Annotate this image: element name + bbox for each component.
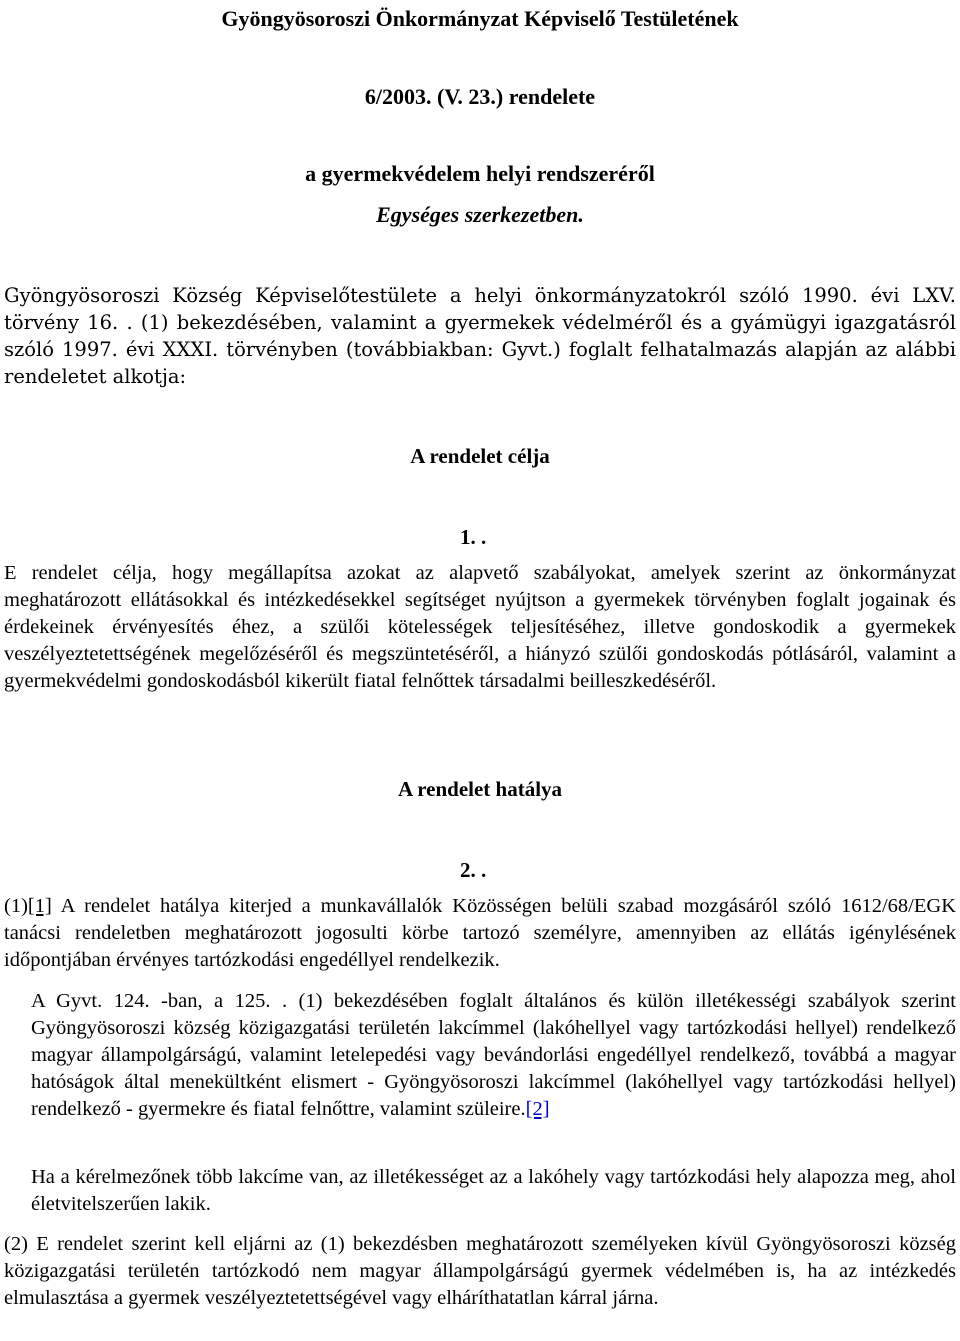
para-text: A rendelet hatálya kiterjed a munkavállalók Közösségen belüli szabad mozgásáról szóló 1612/68/EGK tanácsi rendeletben meghatározott jogosulti körbe tartozó személyre, amennyiben az ellátás igénylésének időpontjában érvényes tartózkodási engedéllyel rendelkezik. bbox=[4, 895, 956, 971]
doc-title-decree-number: 6/2003. (V. 23.) rendelete bbox=[364, 84, 596, 109]
section-number-2: 2. . bbox=[460, 858, 487, 882]
preamble-line: törvény 16. . (1) bekezdésében, valamint a gyermekek védelméről és a gyámügyi igazgatásról bbox=[4, 311, 956, 334]
para-prefix: (1) bbox=[4, 895, 28, 917]
section2-para-4: (2) E rendelet szerint kell eljárni az (1) bekezdésben meghatározott személyeken kívül Gyöngyösoroszi község közigazgatási területén tartózkodó nem magyar állampolgárságú gyermek védelmében is, ha az intézkedés elmulasztása a gyermek veszélyeztetettségével vagy elháríthatatlan kárral járna. bbox=[4, 1233, 956, 1309]
preamble-line: Gyöngyösoroszi Község Képviselőtestülete a helyi önkormányzatokról szóló 1990. évi LXV. bbox=[4, 284, 956, 307]
preamble-line: szóló 1997. évi XXXI. törvényben (továbbiakban: Gyvt.) foglalt felhatalmazás alapján az alábbi bbox=[4, 338, 956, 361]
para-text: A Gyvt. 124. -ban, a 125. . (1) bekezdésében foglalt általános és külön illetékességi szabályok szerint Gyöngyösoroszi község közigazgatási területén lakcímmel (lakóhellyel vagy tartózkodási hellyel) rendelkező magyar állampolgárságú, valamint letelepedési vagy bevándorlási engedéllyel rendelkező, továbbá a magyar hatóságok által menekültként elismert - Gyöngyösoroszi lakcímmel (lakóhellyel vagy tartózkodási hellyel) rendelkező - gyermekre és fiatal felnőttre, valamint szüleire. bbox=[31, 990, 956, 1120]
preamble-line: rendeletet alkotja: bbox=[4, 365, 187, 388]
section2-para-1 bbox=[4, 893, 956, 974]
section-heading-purpose: A rendelet célja bbox=[410, 444, 550, 468]
doc-title-consolidated: Egységes szerkezetben. bbox=[376, 202, 584, 227]
doc-title-council: Gyöngyösoroszi Önkormányzat Képviselő Testületének bbox=[221, 6, 739, 31]
section-number-1: 1. . bbox=[460, 525, 487, 549]
section2-para-2 bbox=[31, 988, 956, 1123]
section2-para-3: Ha a kérelmezőnek több lakcíme van, az illetékességet az a lakóhely vagy tartózkodási hely alapozza meg, ahol életvitelszerűen lakik. bbox=[31, 1166, 956, 1215]
footnote-link-2[interactable]: [2] bbox=[525, 1098, 550, 1120]
section1-body: E rendelet célja, hogy megállapítsa azokat az alapvető szabályokat, amelyek szerint az önkormányzat meghatározott ellátásokkal és intézkedésekkel segítséget nyújtson a gyermekek törvényben foglalt jogainak és érdekeinek érvényesítés éhez, a szülői kötelességek teljesítéséhez, illetve gondoskodik a gyermekek veszélyeztetettségének megelőzéséről és megszüntetéséről, a hiányzó szülői gondoskodás pótlásáról, valamint a gyermekvédelmi gondoskodásból kikerült fiatal felnőttek társadalmi beilleszkedéséről. bbox=[4, 562, 956, 692]
section-heading-scope: A rendelet hatálya bbox=[397, 777, 563, 801]
footnote-link-1[interactable]: [1] bbox=[27, 895, 52, 917]
doc-title-subject: a gyermekvédelem helyi rendszeréről bbox=[305, 161, 655, 186]
